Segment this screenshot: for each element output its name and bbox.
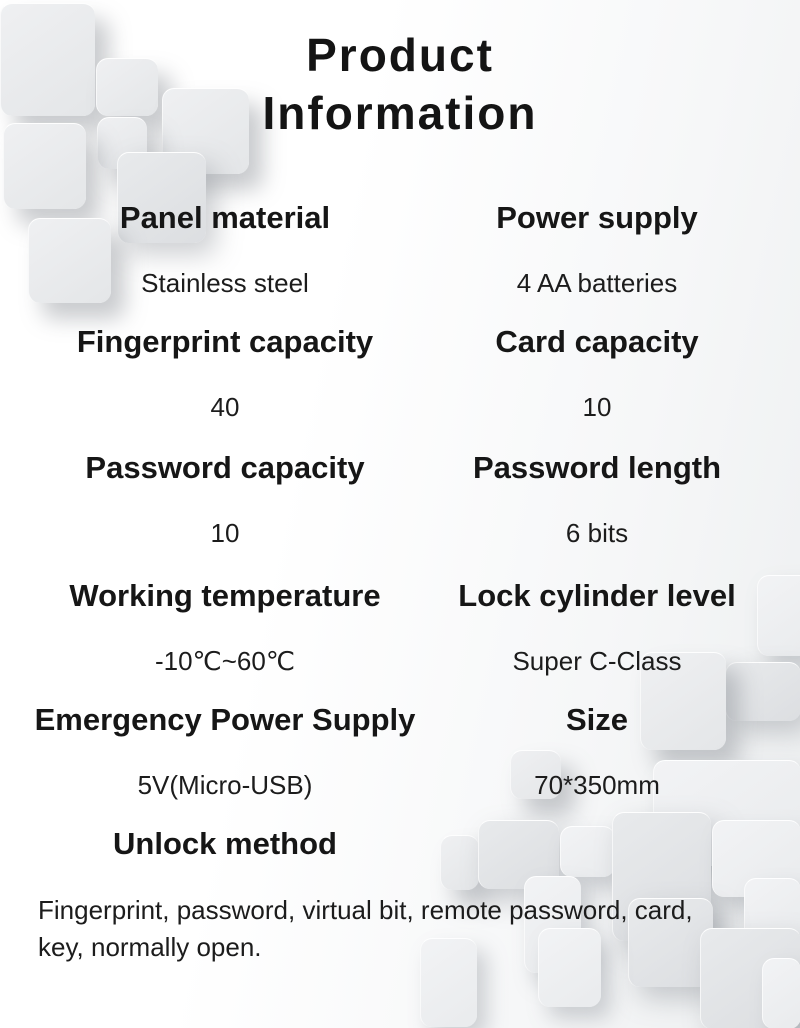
spec-password-capacity <box>0 446 450 550</box>
spec-panel-material <box>0 196 450 300</box>
spec-label: Fingerprint capacity <box>76 324 374 359</box>
spec-value: 70*350mm <box>534 770 660 800</box>
unlock-label-wrap <box>0 822 450 866</box>
spec-label: Lock cylinder level <box>458 578 736 613</box>
spec-value: 4 AA batteries <box>516 268 678 298</box>
spec-unlock-method <box>0 822 800 966</box>
spec-emergency-power-supply <box>0 698 450 802</box>
spec-label: Power supply <box>496 200 698 235</box>
spec-value: -10℃~60℃ <box>154 646 296 676</box>
page-title-line-2: Information <box>262 87 538 139</box>
spec-value: Super C-Class <box>512 646 682 676</box>
spec-value: Stainless steel <box>141 268 309 298</box>
page-title <box>0 26 800 142</box>
spec-label: Emergency Power Supply <box>34 702 416 737</box>
spec-password-length <box>422 446 772 550</box>
spec-label: Working temperature <box>69 578 381 613</box>
page-title-line-1: Product <box>306 29 494 81</box>
spec-value: 40 <box>210 392 240 422</box>
spec-size <box>422 698 772 802</box>
spec-value: 10 <box>582 392 612 422</box>
spec-label: Password length <box>472 450 722 485</box>
spec-value: Fingerprint, password, virtual bit, remote password, card, key, normally open. <box>38 895 693 962</box>
spec-row <box>0 574 800 678</box>
spec-label: Password capacity <box>85 450 365 485</box>
spec-label: Card capacity <box>495 324 699 359</box>
spec-fingerprint-capacity <box>0 320 450 424</box>
spec-label: Size <box>565 702 629 737</box>
spec-label: Unlock method <box>113 826 337 861</box>
spec-row <box>0 446 800 550</box>
spec-label: Panel material <box>119 200 331 235</box>
spec-value: 10 <box>210 518 240 548</box>
spec-row <box>0 698 800 802</box>
spec-row <box>0 196 800 300</box>
spec-power-supply <box>422 196 772 300</box>
spec-value: 6 bits <box>565 518 629 548</box>
spec-card-capacity <box>422 320 772 424</box>
spec-working-temperature <box>0 574 450 678</box>
spec-lock-cylinder-level <box>422 574 772 678</box>
spec-row <box>0 320 800 424</box>
spec-value: 5V(Micro-USB) <box>137 770 313 800</box>
